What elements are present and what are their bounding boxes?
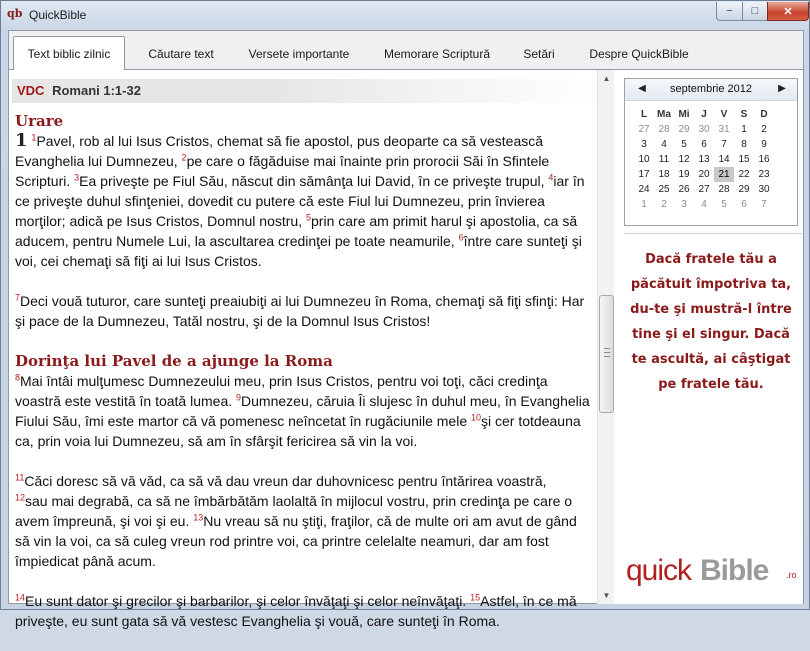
next-month-button[interactable]: ▶ — [778, 83, 786, 94]
previous-month-button[interactable]: ◀ — [638, 83, 646, 94]
calendar-day[interactable]: 4 — [701, 199, 707, 210]
verse-text: Căci doresc să vă văd, ca să vă dau vreun dar duhovnicesc pentru întărirea voastră, — [24, 473, 547, 489]
bible-text-pane[interactable] — [12, 73, 597, 629]
verse-text: pe care o făgăduise mai înainte prin prorocii Săi în Sfintele Scripturi. — [15, 153, 550, 189]
reference-bar — [12, 79, 597, 103]
calendar-day[interactable]: 21 — [714, 167, 734, 182]
verse-number: 6 — [458, 232, 464, 243]
version-label: VDC — [17, 83, 45, 98]
maximize-button[interactable]: □ — [742, 2, 768, 21]
verse-text: Mai întâi mulţumesc Dumnezeului meu, prin Isus Cristos, pentru voi toţi, căci credinţa voastră este vestită în toată lumea. — [15, 373, 548, 409]
month-calendar[interactable] — [624, 78, 798, 226]
calendar-day[interactable]: 22 — [738, 169, 750, 180]
bible-text — [15, 111, 595, 651]
calendar-day[interactable]: 30 — [758, 184, 770, 195]
window-title: QuickBible — [29, 8, 87, 22]
verse-number: 1 — [31, 132, 37, 143]
calendar-day[interactable]: 7 — [761, 199, 767, 210]
calendar-week-row — [634, 152, 794, 167]
paragraph — [15, 371, 595, 451]
calendar-day[interactable]: 26 — [678, 184, 690, 195]
calendar-day[interactable]: 23 — [758, 169, 770, 180]
paragraph — [15, 491, 595, 571]
calendar-day[interactable]: 6 — [741, 199, 747, 210]
calendar-day[interactable]: 2 — [661, 199, 667, 210]
tab-bar — [9, 31, 803, 69]
calendar-day[interactable]: 24 — [638, 184, 650, 195]
verse-text: sau mai degrabă, ca să ne îmbărbătăm laolaltă în mijlocul vostru, prin credinţa pe care o avem împreună, şi voi şi eu. — [15, 493, 573, 529]
calendar-day[interactable]: 9 — [761, 139, 767, 150]
side-pane — [614, 70, 803, 604]
section-heading: Dorinţa lui Pavel de a ajunge la Roma — [15, 352, 333, 370]
paragraph — [15, 291, 595, 331]
scroll-up-button[interactable]: ▲ — [602, 74, 611, 83]
calendar-day[interactable]: 14 — [718, 154, 730, 165]
weekday-label: S — [740, 109, 748, 120]
paragraph — [15, 131, 595, 271]
calendar-day[interactable]: 15 — [738, 154, 750, 165]
calendar-day[interactable]: 16 — [758, 154, 770, 165]
calendar-header — [625, 79, 797, 101]
tab-daily-text[interactable]: Text biblic zilnic — [13, 36, 125, 70]
close-button[interactable]: ✕ — [767, 2, 809, 21]
calendar-day[interactable]: 6 — [701, 139, 707, 150]
calendar-day[interactable]: 30 — [698, 124, 710, 135]
tab-about[interactable]: Despre QuickBible — [589, 47, 689, 61]
calendar-day[interactable]: 13 — [698, 154, 710, 165]
calendar-day[interactable]: 20 — [698, 169, 710, 180]
calendar-week-row — [634, 137, 794, 152]
client-area — [8, 30, 804, 629]
verse-text: Pavel, rob al lui Isus Cristos, chemat să fie apostol, pus deoparte ca să vestească Evanghelia lui Dumnezeu, — [15, 133, 544, 169]
tab-panel — [9, 69, 803, 629]
paragraph — [15, 591, 595, 631]
verse-text: Eu sunt dator şi grecilor şi barbarilor, şi celor învăţaţi şi celor neînvăţaţi. — [25, 593, 471, 609]
calendar-day[interactable]: 5 — [721, 199, 727, 210]
calendar-day[interactable]: 31 — [718, 124, 730, 135]
verse-number: 13 — [193, 512, 204, 523]
verse-number: 3 — [74, 172, 80, 183]
logo-quick-text: quick — [626, 554, 692, 587]
verse-text: iar în ce priveşte duhul sfinţeniei, dovedit cu putere că este Fiul lui Dumnezeu, prin învierea morţilor; adică pe Isus Cristos, Domnul nostru, — [15, 173, 585, 229]
verse-text: prin care am primit harul şi apostolia, ca să aducem, pentru Numele Lui, la ascultarea credinţei pe toate neamurile, — [15, 213, 578, 249]
verse-number: 12 — [15, 492, 26, 503]
calendar-day[interactable]: 12 — [678, 154, 690, 165]
verse-number: 2 — [181, 152, 187, 163]
calendar-week-row — [634, 122, 794, 137]
calendar-day[interactable]: 25 — [658, 184, 670, 195]
tab-important-verses[interactable]: Versete importante — [248, 47, 350, 61]
calendar-day[interactable]: 29 — [678, 124, 690, 135]
calendar-day[interactable]: 7 — [721, 139, 727, 150]
calendar-weekday-row — [634, 107, 794, 122]
vertical-scrollbar[interactable] — [597, 70, 614, 604]
calendar-day[interactable]: 4 — [661, 139, 667, 150]
calendar-day[interactable]: 17 — [638, 169, 650, 180]
verse-number: 4 — [548, 172, 554, 183]
calendar-day[interactable]: 8 — [741, 139, 747, 150]
verse-text: Ea priveşte pe Fiul Său, născut din sămânţa lui David, în ce priveşte trupul, — [79, 173, 549, 189]
passage-label: Romani 1:1-32 — [52, 83, 141, 98]
scroll-down-button[interactable]: ▼ — [602, 591, 611, 600]
logo-tld-text: .ro — [786, 570, 797, 580]
verse-text: Nu vreau să nu ştiţi, fraţilor, că de multe ori am avut de gând să vin la voi, ca să culeg vreun rod printre voi, ca printre celelalte neamuri, dar am fost împiedicat până acum. — [15, 513, 577, 569]
weekday-label: Ma — [657, 109, 671, 120]
verse-number: 10 — [471, 412, 482, 423]
tab-settings[interactable]: Setări — [523, 47, 555, 61]
grip-icon — [604, 348, 610, 357]
calendar-day[interactable]: 10 — [638, 154, 650, 165]
quickbible-app-icon: qb — [7, 7, 23, 20]
calendar-day[interactable]: 11 — [658, 154, 670, 165]
verse-text: şi cer totdeauna ca, prin voia lui Dumnezeu, să am în sfârşit fericirea să vin la voi. — [15, 413, 581, 449]
section-heading: Urare — [15, 112, 64, 130]
tab-search[interactable]: Căutare text — [148, 47, 214, 61]
weekday-label: L — [640, 109, 648, 120]
tab-memorize[interactable]: Memorare Scriptură — [383, 47, 491, 61]
verse-text: Astfel, în ce mă priveşte, eu sunt gata să vă vestesc Evanghelia şi vouă, care sunteţi în Roma. — [15, 593, 577, 629]
calendar-day[interactable]: 27 — [638, 124, 650, 135]
verse-number: 14 — [15, 592, 26, 603]
calendar-month-title[interactable]: septembrie 2012 — [670, 83, 752, 95]
calendar-day[interactable]: 3 — [681, 199, 687, 210]
calendar-day[interactable]: 28 — [718, 184, 730, 195]
verse-text: Dumnezeu, căruia Îi slujesc în duhul meu, în Evanghelia Fiului Său, îmi este martor că vă pomenesc neîncetat în rugăciunile mele — [15, 393, 590, 429]
daily-verse: Dacă fratele tău a păcătuit împotriva ta, du-te şi mustră-l între tine şi el singur. Dacă te ascultă, ai câştigat pe fratele tău. — [630, 252, 792, 392]
verse-number: 15 — [470, 592, 481, 603]
calendar-week-row — [634, 167, 794, 182]
weekday-label: D — [760, 109, 768, 120]
paragraph — [15, 471, 595, 491]
chapter-number: 1 — [15, 130, 28, 151]
calendar-day[interactable]: 19 — [678, 169, 690, 180]
calendar-day[interactable]: 1 — [741, 124, 747, 135]
scroll-thumb[interactable] — [599, 295, 614, 413]
calendar-day[interactable]: 29 — [738, 184, 750, 195]
logo-bible-text: Bible — [700, 554, 769, 587]
calendar-grid — [634, 107, 794, 212]
verse-text: Deci vouă tuturor, care sunteţi preaiubiţi ai lui Dumnezeu în Roma, chemaţi să fiţi sfinţi: Har şi pace de la Dumnezeu, Tatăl nostru, şi de la Domnul Isus Cristos! — [15, 293, 585, 329]
weekday-label: V — [720, 109, 728, 120]
divider — [624, 233, 802, 234]
quickbible-logo — [626, 550, 802, 590]
verse-number: 11 — [15, 472, 25, 483]
minimize-button[interactable]: − — [716, 2, 743, 21]
calendar-day[interactable]: 2 — [761, 124, 767, 135]
calendar-day[interactable]: 5 — [681, 139, 687, 150]
verse-text: între care sunteţi şi voi, cei chemaţi să fiţi ai lui Isus Cristos. — [15, 233, 582, 269]
verse-number: 5 — [306, 212, 312, 223]
calendar-week-row — [634, 197, 794, 212]
calendar-day[interactable]: 28 — [658, 124, 670, 135]
calendar-day[interactable]: 27 — [698, 184, 710, 195]
calendar-day[interactable]: 1 — [641, 199, 647, 210]
verse-number: 9 — [236, 392, 242, 403]
title-bar[interactable] — [1, 1, 809, 29]
calendar-week-row — [634, 182, 794, 197]
weekday-label: J — [701, 109, 707, 120]
calendar-day[interactable]: 18 — [658, 169, 670, 180]
verse-number: 7 — [15, 292, 21, 303]
verse-number: 8 — [15, 372, 21, 383]
weekday-label: Mi — [678, 109, 690, 120]
calendar-day[interactable]: 3 — [641, 139, 647, 150]
